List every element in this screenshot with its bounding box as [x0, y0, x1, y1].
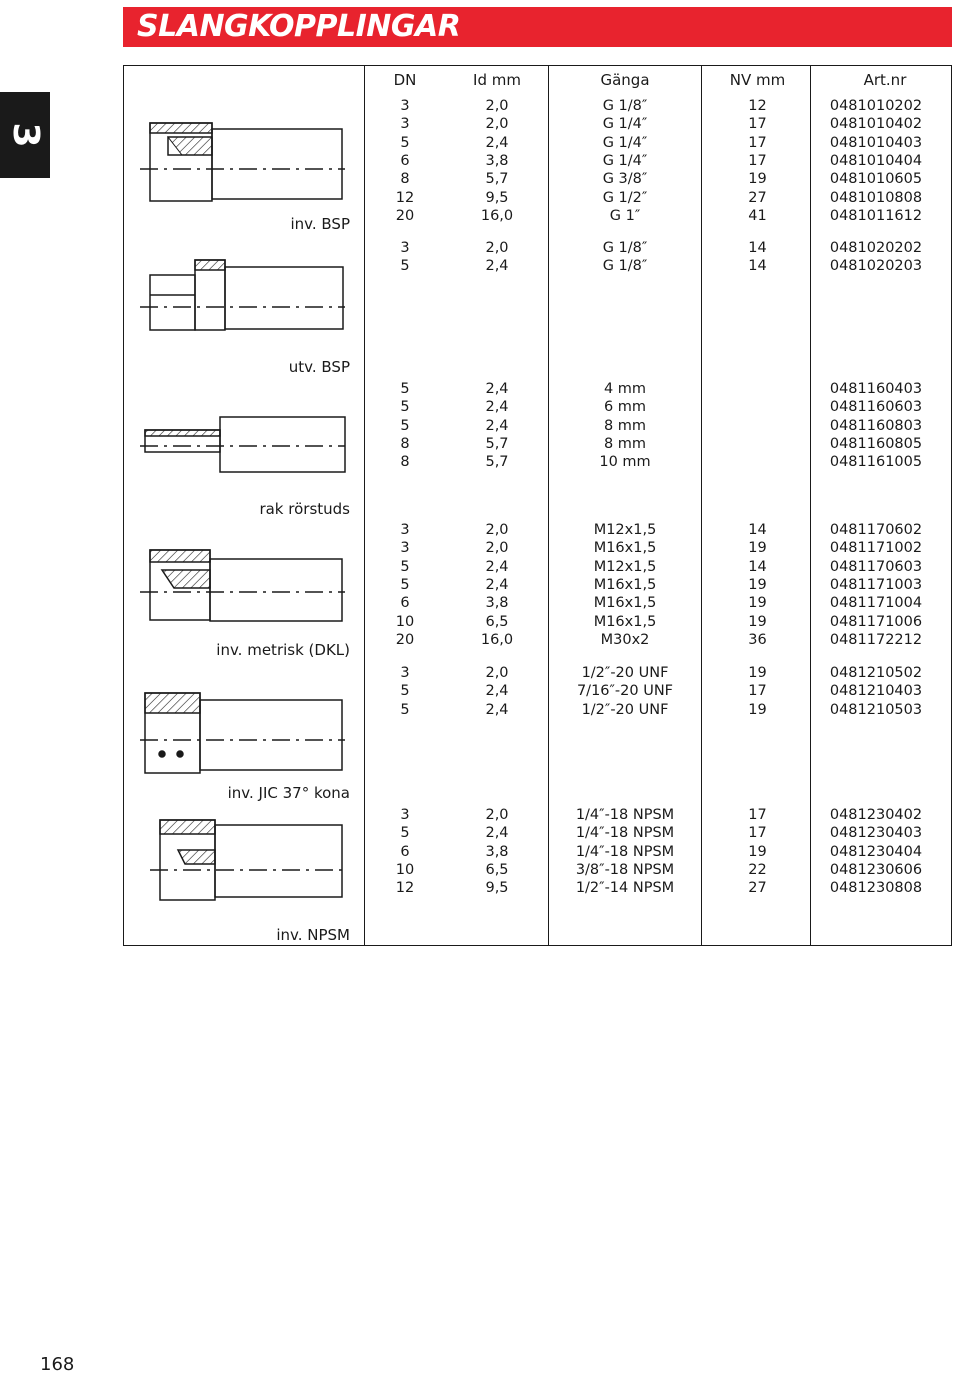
- table-cell-nv: 19: [748, 540, 767, 557]
- table-cell-dn: 5: [400, 417, 410, 434]
- table-cell-art: 0481160805: [829, 435, 923, 452]
- table-cell-id: 2,4: [485, 701, 509, 718]
- table-cell-id: 6,5: [485, 613, 509, 630]
- table-cell-art: 0481230606: [829, 861, 923, 878]
- table-cell-thread: 1/2″-20 UNF: [581, 665, 669, 681]
- table-cell-dn: 3: [400, 116, 410, 133]
- table-cell-art: 0481171006: [829, 613, 923, 630]
- table-cell-thread: M12x1,5: [593, 558, 657, 575]
- table-cell-art: 0481160803: [829, 417, 923, 434]
- table-cell-nv: 19: [748, 613, 767, 630]
- column-divider: [548, 65, 549, 946]
- table-cell-thread: G 1/4″: [602, 152, 648, 169]
- table-cell-nv: 14: [748, 258, 767, 275]
- table-cell-dn: 5: [400, 258, 410, 275]
- table-cell-art: 0481161005: [829, 454, 923, 471]
- group-label: inv. NPSM: [276, 926, 350, 944]
- column-header-nv: NV mm: [729, 71, 786, 89]
- table-cell-art: 0481020202: [829, 240, 923, 256]
- table-cell-art: 0481171002: [829, 540, 923, 557]
- table-cell-art: 0481172212: [829, 631, 923, 648]
- table-cell-id: 2,4: [485, 381, 509, 397]
- table-cell-nv: 14: [748, 558, 767, 575]
- chapter-tab: [0, 92, 50, 178]
- table-cell-dn: 12: [395, 880, 415, 897]
- table-cell-art: 0481171003: [829, 576, 923, 593]
- table-cell-thread: G 3/8″: [602, 171, 648, 188]
- table-cell-nv: 17: [748, 683, 767, 700]
- table-cell-id: 2,4: [485, 399, 509, 416]
- fitting-drawing-inv-jic: [140, 688, 350, 778]
- table-cell-id: 2,4: [485, 683, 509, 700]
- table-cell-thread: G 1/8″: [602, 240, 648, 256]
- table-cell-nv: 12: [748, 98, 767, 114]
- table-cell-dn: 5: [400, 381, 410, 397]
- table-cell-thread: G 1/8″: [602, 98, 648, 114]
- table-cell-thread: G 1″: [609, 207, 641, 224]
- table-cell-thread: G 1/8″: [602, 258, 648, 275]
- table-cell-art: 0481160603: [829, 399, 923, 416]
- table-cell-id: 9,5: [485, 880, 509, 897]
- table-cell-thread: M16x1,5: [593, 613, 657, 630]
- table-cell-id: 2,4: [485, 576, 509, 593]
- table-cell-dn: 20: [395, 207, 415, 224]
- table-cell-art: 0481170602: [829, 522, 923, 538]
- table-cell-art: 0481230404: [829, 843, 923, 860]
- table-cell-nv: 14: [748, 240, 767, 256]
- table-cell-dn: 12: [395, 189, 415, 206]
- table-cell-id: 9,5: [485, 189, 509, 206]
- table-cell-nv: 17: [748, 134, 767, 151]
- table-cell-dn: 5: [400, 558, 410, 575]
- table-cell-id: 3,8: [485, 152, 509, 169]
- table-cell-art: 0481010202: [829, 98, 923, 114]
- table-cell-dn: 8: [400, 171, 410, 188]
- table-cell-id: 5,7: [485, 171, 509, 188]
- column-divider: [810, 65, 811, 946]
- table-cell-art: 0481010402: [829, 116, 923, 133]
- table-cell-id: 5,7: [485, 435, 509, 452]
- table-cell-id: 2,4: [485, 825, 509, 842]
- table-cell-thread: M16x1,5: [593, 595, 657, 612]
- table-cell-nv: 17: [748, 807, 767, 823]
- table-cell-art: 0481010808: [829, 189, 923, 206]
- table-cell-nv: 27: [748, 189, 767, 206]
- table-cell-dn: 8: [400, 435, 410, 452]
- fitting-drawing-inv-bsp: [140, 115, 350, 210]
- table-cell-thread: 8 mm: [603, 435, 647, 452]
- table-cell-thread: M30x2: [600, 631, 650, 648]
- table-cell-nv: 19: [748, 665, 767, 681]
- table-cell-thread: G 1/4″: [602, 134, 648, 151]
- table-cell-art: 0481010605: [829, 171, 923, 188]
- table-cell-id: 3,8: [485, 843, 509, 860]
- table-cell-thread: 8 mm: [603, 417, 647, 434]
- table-cell-nv: 22: [748, 861, 767, 878]
- table-cell-art: 0481210502: [829, 665, 923, 681]
- table-cell-dn: 5: [400, 576, 410, 593]
- table-cell-art: 0481230402: [829, 807, 923, 823]
- table-cell-thread: M12x1,5: [593, 522, 657, 538]
- table-cell-dn: 3: [400, 540, 410, 557]
- table-cell-dn: 5: [400, 701, 410, 718]
- table-cell-thread: G 1/2″: [602, 189, 648, 206]
- table-cell-id: 3,8: [485, 595, 509, 612]
- page-number: 168: [40, 1354, 75, 1375]
- table-cell-art: 0481010404: [829, 152, 923, 169]
- table-cell-id: 16,0: [480, 631, 514, 648]
- table-cell-thread: 3/8″-18 NPSM: [575, 861, 675, 878]
- column-header-dn: DN: [393, 71, 417, 89]
- table-cell-art: 0481230808: [829, 880, 923, 897]
- table-cell-id: 2,0: [485, 665, 509, 681]
- table-cell-thread: 1/2″-20 UNF: [581, 701, 669, 718]
- table-cell-id: 2,4: [485, 558, 509, 575]
- table-cell-thread: G 1/4″: [602, 116, 648, 133]
- table-cell-nv: 17: [748, 116, 767, 133]
- table-cell-dn: 10: [395, 861, 415, 878]
- fitting-drawing-utv-bsp: [140, 245, 350, 340]
- table-cell-dn: 5: [400, 825, 410, 842]
- column-divider: [701, 65, 702, 946]
- table-cell-thread: M16x1,5: [593, 540, 657, 557]
- column-header-id: Id mm: [473, 71, 521, 89]
- table-cell-dn: 5: [400, 683, 410, 700]
- table-cell-id: 5,7: [485, 454, 509, 471]
- column-divider: [364, 65, 365, 946]
- table-cell-dn: 20: [395, 631, 415, 648]
- table-cell-id: 2,4: [485, 258, 509, 275]
- table-cell-dn: 10: [395, 613, 415, 630]
- chapter-number: 3: [5, 122, 46, 148]
- table-cell-nv: 41: [748, 207, 767, 224]
- fitting-drawing-inv-npsm: [140, 815, 350, 905]
- table-cell-dn: 6: [400, 595, 410, 612]
- table-cell-id: 6,5: [485, 861, 509, 878]
- group-label: utv. BSP: [288, 358, 350, 376]
- page-title: SLANGKOPPLINGAR: [137, 9, 461, 44]
- table-cell-dn: 3: [400, 98, 410, 114]
- table-cell-thread: M16x1,5: [593, 576, 657, 593]
- table-cell-art: 0481170603: [829, 558, 923, 575]
- table-cell-thread: 1/2″-14 NPSM: [575, 880, 675, 897]
- table-cell-nv: 17: [748, 825, 767, 842]
- table-cell-id: 2,4: [485, 417, 509, 434]
- fitting-drawing-rak-rorstuds: [140, 412, 350, 482]
- table-cell-dn: 6: [400, 843, 410, 860]
- table-cell-nv: 14: [748, 522, 767, 538]
- group-label: inv. JIC 37° kona: [227, 784, 350, 802]
- table-cell-dn: 5: [400, 134, 410, 151]
- table-cell-art: 0481010403: [829, 134, 923, 151]
- group-label: inv. BSP: [290, 215, 350, 233]
- table-cell-thread: 4 mm: [603, 381, 647, 397]
- table-cell-id: 2,0: [485, 522, 509, 538]
- table-cell-thread: 1/4″-18 NPSM: [575, 843, 675, 860]
- table-cell-id: 16,0: [480, 207, 514, 224]
- fitting-drawing-inv-metrisk: [140, 545, 350, 630]
- table-cell-id: 2,0: [485, 807, 509, 823]
- table-cell-dn: 3: [400, 522, 410, 538]
- table-cell-nv: 27: [748, 880, 767, 897]
- table-cell-dn: 5: [400, 399, 410, 416]
- table-cell-dn: 3: [400, 665, 410, 681]
- table-cell-art: 0481020203: [829, 258, 923, 275]
- table-cell-nv: 19: [748, 843, 767, 860]
- table-cell-id: 2,0: [485, 98, 509, 114]
- column-header-thread: Gänga: [600, 71, 650, 89]
- table-cell-dn: 3: [400, 807, 410, 823]
- table-cell-thread: 7/16″-20 UNF: [576, 683, 674, 700]
- table-cell-thread: 1/4″-18 NPSM: [575, 825, 675, 842]
- table-cell-id: 2,0: [485, 540, 509, 557]
- title-bar: [123, 7, 952, 47]
- group-label: rak rörstuds: [259, 500, 350, 518]
- table-cell-thread: 10 mm: [599, 454, 651, 471]
- group-label: inv. metrisk (DKL): [216, 641, 350, 659]
- table-cell-thread: 6 mm: [603, 399, 647, 416]
- table-cell-id: 2,4: [485, 134, 509, 151]
- table-cell-dn: 8: [400, 454, 410, 471]
- table-cell-nv: 19: [748, 576, 767, 593]
- table-cell-dn: 3: [400, 240, 410, 256]
- table-cell-nv: 17: [748, 152, 767, 169]
- table-cell-nv: 19: [748, 595, 767, 612]
- table-cell-id: 2,0: [485, 240, 509, 256]
- table-cell-art: 0481011612: [829, 207, 923, 224]
- column-header-artnr: Art.nr: [863, 71, 907, 89]
- table-cell-nv: 19: [748, 171, 767, 188]
- table-cell-nv: 19: [748, 701, 767, 718]
- table-cell-thread: 1/4″-18 NPSM: [575, 807, 675, 823]
- table-cell-id: 2,0: [485, 116, 509, 133]
- table-cell-art: 0481210503: [829, 701, 923, 718]
- table-cell-nv: 36: [748, 631, 767, 648]
- table-cell-art: 0481230403: [829, 825, 923, 842]
- table-cell-art: 0481210403: [829, 683, 923, 700]
- table-cell-art: 0481171004: [829, 595, 923, 612]
- table-cell-dn: 6: [400, 152, 410, 169]
- table-cell-art: 0481160403: [829, 381, 923, 397]
